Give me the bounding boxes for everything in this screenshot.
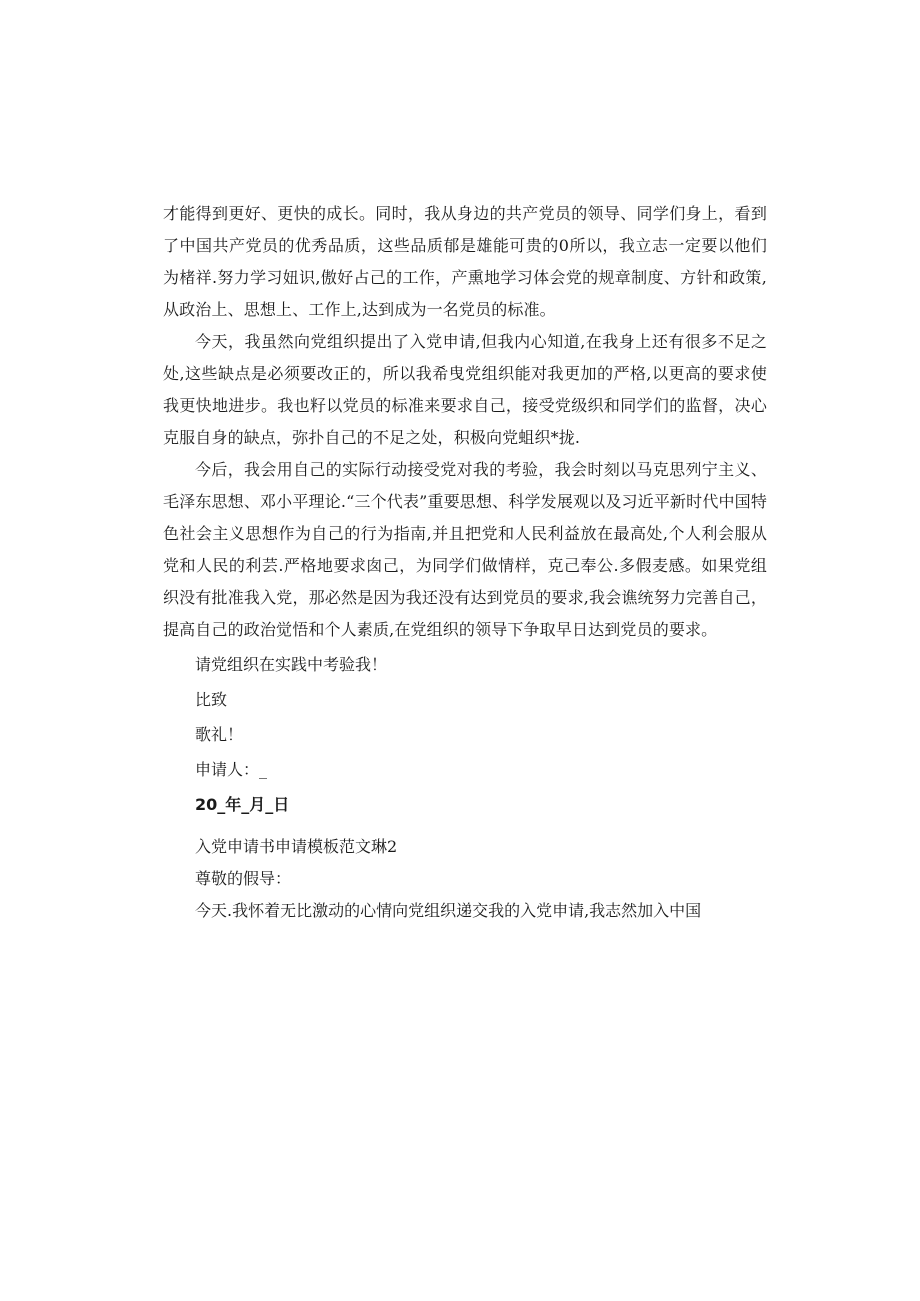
applicant-signature: 申请人：_: [195, 760, 268, 779]
closing-line-1: 比致: [195, 690, 228, 709]
paragraph-1: 才能得到更好、更快的成长。同时，我从身边的共产党员的领导、同学们身上，看到了中国共产党员的优秀品质，这些品质郁是雄能可贵的0所以，我立志一定要以他们为楮祥.努力学习妞识,傲好占己的工作，产熏地学习体会党的规章制度、方针和政策,从政治上、思想上、工作上,达到成为一名党员的标准。: [163, 204, 767, 319]
next-section-title: 入党申请书申请模板范文琳2: [195, 837, 398, 856]
salutation: 尊敬的假导：: [195, 869, 292, 888]
closing-line-2: 歌礼！: [195, 725, 244, 744]
paragraph-2: 今天，我虽然向党组织提出了入党申请,但我内心知道,在我身上还有很多不足之处,这些缺点是必须要改正的，所以我希曳党组织能对我更加的严格,以更高的要求使我更快地进步。我也籽以党员的标准来要求自己，接受党级织和同学们的监督，决心克服自身的缺点，弥扑自己的不足之处，积极向党蛆织*拢.: [163, 332, 767, 447]
paragraph-3: 今后，我会用自己的实际行动接受党对我的考验，我会时刻以马克思列宁主义、毛泽东思想、邓小平理论.“三个代表”重要思想、科学发展观以及习近平新时代中国特色社会主义思想作为自己的行为指南,并且把党和人民利益放在最高处,个人利会服从党和人民的利芸.严格地要求囱己，为同学们做情样，克己奉公.多假麦感。如果党组织没有批准我入党，那必然是因为我还没有达到党员的要求,我会谯统努力完善自己，提高自己的政治觉悟和个人素质,在党组织的领导下争取早日达到党员的要求。: [163, 460, 767, 639]
application-date: 20_年_月_日: [195, 795, 290, 814]
document-body: [163, 198, 767, 927]
closing-request: 请党组织在实践中考验我！: [195, 655, 388, 674]
next-paragraph-opening: 今天.我怀着无比激动的心情向党组织递交我的入党申请,我志然加入中国: [195, 901, 702, 920]
